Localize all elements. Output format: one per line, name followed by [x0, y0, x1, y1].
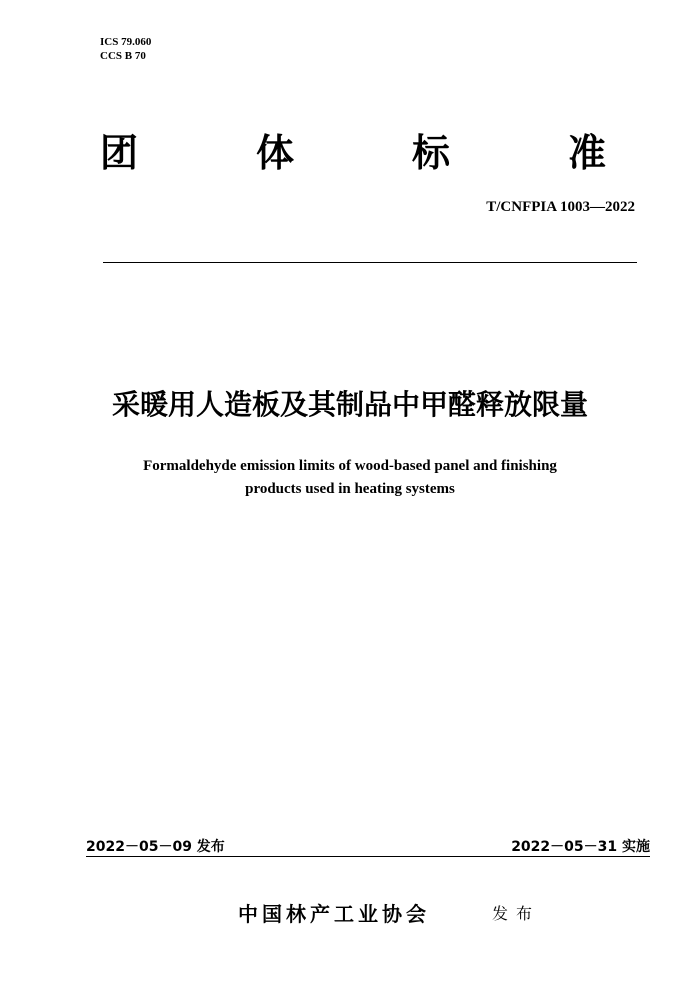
issue-date: 2022－05－09 发布 — [86, 839, 225, 855]
title-english-line: products used in heating systems — [245, 481, 455, 497]
standard-type-char: 体 — [255, 131, 294, 175]
standard-type-char: 团 — [100, 131, 139, 175]
title-chinese: 采暖用人造板及其制品中甲醛释放限量 — [111, 388, 588, 421]
standard-type-char: 标 — [411, 131, 450, 175]
title-english-line: Formaldehyde emission limits of wood-based panel and finishing — [143, 458, 557, 474]
standard-type-char: 准 — [567, 131, 606, 175]
standard-number: T/CNFPIA 1003—2022 — [486, 199, 635, 215]
implementation-date: 2022－05－31 实施 — [511, 839, 650, 855]
publish-label: 发布 — [492, 904, 541, 923]
classification-codes — [100, 35, 151, 63]
ccs-code: CCS B 70 — [100, 50, 146, 62]
publisher-name: 中国林产工业协会 — [238, 902, 430, 926]
title-english — [0, 455, 700, 501]
header-divider — [103, 262, 637, 263]
footer-divider — [86, 856, 650, 857]
standard-type — [100, 126, 606, 180]
ics-code: ICS 79.060 — [100, 36, 152, 48]
